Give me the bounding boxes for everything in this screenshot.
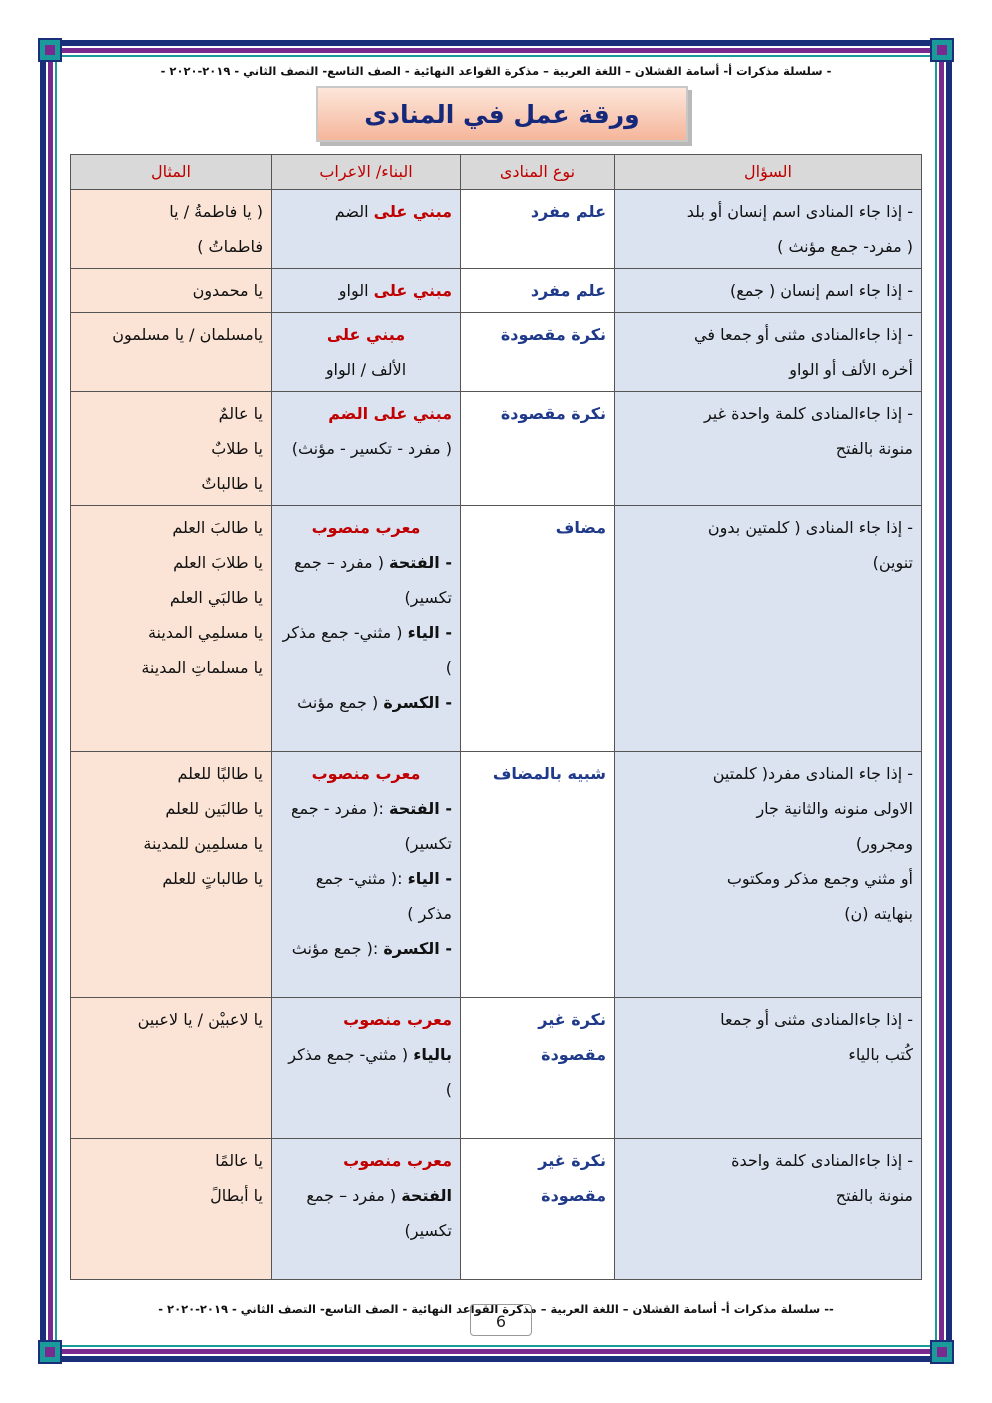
irab-label: - الياء	[407, 869, 452, 888]
table-row	[71, 269, 922, 313]
irab-cell	[272, 998, 461, 1139]
table-header-row	[71, 155, 922, 190]
page-number: 6	[470, 1304, 532, 1336]
irab-cell	[272, 392, 461, 506]
page-header: - سلسلة مذكرات أ- أسامة القشلان – اللغة العربية – مذكرة القواعد النهائية - الصف التاسع- النصف الثاني - ٢٠١٩-٢٠٢٠ -	[160, 64, 832, 78]
page-footer: -- سلسلة مذكرات أ- أسامة القشلان – اللغة العربية – مذكرة القواعد النهائية - الصف التاسع- التصف الثاني - ٢٠١٩-٢٠٢٠ -	[158, 1302, 834, 1316]
irab-cell	[272, 269, 461, 313]
question-line: - إذا جاءالمنادى كلمة واحدة	[731, 1151, 913, 1170]
question-line: منونة بالفتح	[835, 439, 913, 458]
irab-head: معرب منصوب	[343, 1151, 452, 1170]
irab-text: ( جمع مؤنث	[297, 693, 384, 712]
irab-text: الضم	[334, 202, 374, 221]
irab-text: ( مثني- جمع مذكر )	[288, 1045, 452, 1099]
title-box	[316, 86, 688, 142]
irab-head: معرب منصوب	[311, 764, 421, 783]
irab-label: - الكسرة	[383, 693, 452, 712]
irab-cell	[272, 1139, 461, 1280]
column-header-irab: البناء/ الاعراب	[272, 155, 461, 190]
example-line: يا مسلماتِ المدينة	[141, 658, 263, 677]
irab-text: ( مفرد - تكسير - مؤنث)	[291, 439, 452, 458]
example-line: ( يا فاطمةُ / يا	[169, 202, 263, 221]
irab-head: معرب منصوب	[311, 518, 421, 537]
example-line: يا طالباتٌ	[201, 474, 263, 493]
irab-label: - الفتحة	[389, 553, 452, 572]
example-line: يا مسلمِين للمدينة	[143, 834, 263, 853]
question-cell	[615, 392, 922, 506]
example-cell	[71, 998, 272, 1139]
type-cell: مضاف	[461, 506, 615, 752]
table-row	[71, 392, 922, 506]
type-cell: علم مفرد	[461, 269, 615, 313]
example-line: يا طالباتٍ للعلم	[162, 869, 263, 888]
irab-head: معرب منصوب	[343, 1010, 452, 1029]
question-line: - إذا جاء المنادى مفرد( كلمتين	[712, 764, 913, 783]
example-line: يا مسلمِي المدينة	[147, 623, 263, 642]
question-line: - إذا جاء المنادى ( كلمتين بدون	[707, 518, 913, 537]
question-line: أخره الألف أو الواو	[789, 360, 913, 379]
vocative-table	[70, 154, 922, 1280]
example-cell	[71, 1139, 272, 1280]
irab-label: الفتحة	[401, 1186, 452, 1205]
question-line: - إذا جاءالمنادى مثنى أو جمعا في	[694, 325, 913, 344]
table-row	[71, 190, 922, 269]
irab-cell	[272, 752, 461, 998]
type-cell: علم مفرد	[461, 190, 615, 269]
example-line: يا عالمٌ	[218, 404, 263, 423]
irab-head: مبني على الضم	[328, 404, 452, 423]
example-cell	[71, 392, 272, 506]
example-line: يا طلابٌ	[211, 439, 263, 458]
example-line: يا طالبًا للعلم	[177, 764, 263, 783]
example-line: يا محمدون	[192, 281, 263, 300]
irab-text: ( مفرد – جمع تكسير)	[294, 553, 452, 607]
table-row	[71, 313, 922, 392]
type-cell: شبيه بالمضاف	[461, 752, 615, 998]
question-line: ومجرور)	[855, 834, 913, 853]
irab-label: - الياء	[407, 623, 452, 642]
table-row	[71, 998, 922, 1139]
irab-head: مبني على	[373, 281, 452, 300]
irab-label: - الفتحة	[389, 799, 452, 818]
corner-ornament-icon	[38, 38, 62, 62]
irab-text: الواو	[338, 281, 374, 300]
question-line: - إذا جاءالمنادى مثنى أو جمعا	[720, 1010, 913, 1029]
type-cell: نكرة مقصودة	[461, 392, 615, 506]
question-cell	[615, 1139, 922, 1280]
question-line: ( مفرد- جمع مؤنث )	[777, 237, 913, 256]
question-line: الاولى منونه والثانية جار	[756, 799, 913, 818]
example-line: يا طالبَ العلم	[172, 518, 263, 537]
irab-label: - الكسرة	[383, 939, 452, 958]
example-line: يامسلمان / يا مسلمون	[112, 325, 263, 344]
corner-ornament-icon	[930, 38, 954, 62]
question-line: - إذا جاء اسم إنسان ( جمع)	[729, 281, 913, 300]
question-line: تنوين)	[872, 553, 913, 572]
table-row	[71, 506, 922, 752]
irab-cell	[272, 190, 461, 269]
question-cell	[615, 752, 922, 998]
example-line: يا طالبَي العلم	[169, 588, 263, 607]
table-row	[71, 1139, 922, 1280]
irab-label: بالياء	[413, 1045, 452, 1064]
question-line: - إذا جاءالمنادى كلمة واحدة غير	[703, 404, 913, 423]
irab-text: :( مفرد - جمع تكسير)	[290, 799, 452, 853]
question-line: منونة بالفتح	[835, 1186, 913, 1205]
type-cell: نكرة غير مقصودة	[461, 998, 615, 1139]
question-cell	[615, 506, 922, 752]
irab-text: الألف / الواو	[325, 360, 407, 379]
example-line: يا طلابَ العلم	[173, 553, 263, 572]
column-header-example: المثال	[71, 155, 272, 190]
irab-cell	[272, 506, 461, 752]
question-line: - إذا جاء المنادى اسم إنسان أو بلد	[686, 202, 913, 221]
corner-ornament-icon	[38, 1340, 62, 1364]
page-title: ورقة عمل في المنادى	[364, 99, 640, 129]
corner-ornament-icon	[930, 1340, 954, 1364]
question-cell	[615, 269, 922, 313]
question-cell	[615, 313, 922, 392]
example-line: يا لاعبيْن / يا لاعبين	[137, 1010, 263, 1029]
question-line: أو مثني وجمع مذكر ومكتوب	[726, 869, 913, 888]
question-line: كُتب بالياء	[848, 1045, 913, 1064]
example-cell	[71, 506, 272, 752]
example-line: يا عالمًا	[215, 1151, 263, 1170]
irab-text: ( مثني- جمع مذكر )	[282, 623, 452, 677]
irab-text: :( جمع مؤنث	[291, 939, 384, 958]
example-line: فاطماتُ )	[197, 237, 263, 256]
example-line: يا أبطالً	[210, 1186, 263, 1205]
example-cell	[71, 190, 272, 269]
irab-cell	[272, 313, 461, 392]
irab-text: :( مثني- جمع مذكر )	[315, 869, 452, 923]
irab-head: مبني على	[326, 325, 406, 344]
column-header-type: نوع المنادى	[461, 155, 615, 190]
type-cell: نكرة مقصودة	[461, 313, 615, 392]
question-line: بنهايته (ن)	[844, 904, 913, 923]
example-line: يا طالبَين للعلم	[165, 799, 263, 818]
column-header-question: السؤال	[615, 155, 922, 190]
example-cell	[71, 313, 272, 392]
question-cell	[615, 998, 922, 1139]
type-cell: نكرة غير مقصودة	[461, 1139, 615, 1280]
irab-text: ( مفرد – جمع تكسير)	[306, 1186, 452, 1240]
question-cell	[615, 190, 922, 269]
irab-head: مبني على	[373, 202, 452, 221]
table-row	[71, 752, 922, 998]
example-cell	[71, 752, 272, 998]
example-cell	[71, 269, 272, 313]
